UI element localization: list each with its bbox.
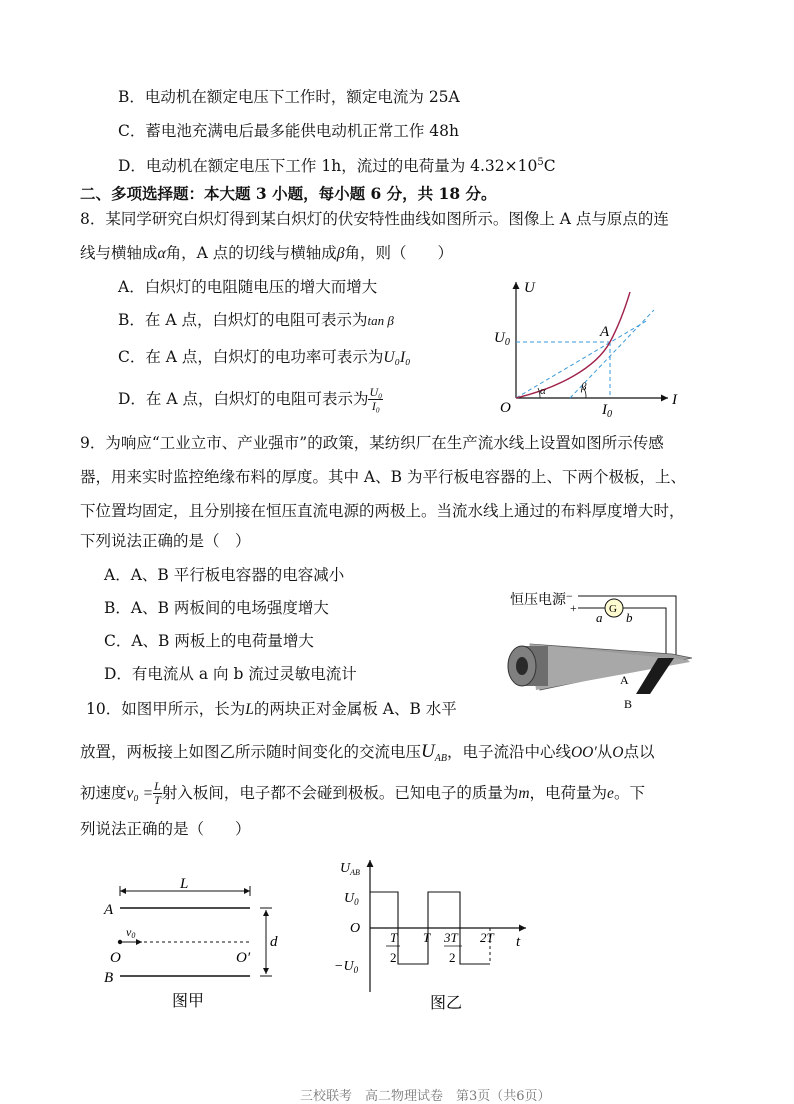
q8-iv-graph [488, 272, 688, 422]
terminal-b-label: b [626, 610, 633, 625]
tick-three-half-t-den: 2 [449, 950, 456, 965]
q9-option-c: C．A、B 两板上的电荷量增大 [104, 632, 314, 650]
q9-line2: 器，用来实时监控绝缘布料的厚度。其中 A、B 为平行板电容器的上、下两个极板，上、 [80, 468, 686, 486]
figure-b-caption: 图乙 [430, 995, 463, 1012]
length-label: L [180, 876, 189, 892]
electron-source [118, 940, 122, 944]
q9-line4: 下列说法正确的是（ ） [80, 532, 251, 550]
tick-t: T [423, 930, 431, 945]
tick-three-half-t-num: 3T [444, 930, 458, 945]
galvanometer-label: G [609, 603, 617, 615]
q10-line4: 列说法正确的是（ ） [80, 820, 251, 838]
origin-o-prime-label: O′ [236, 950, 251, 966]
q8-option-b: B．在 A 点，白炽灯的电阻可表示为tan β [118, 311, 394, 329]
velocity-label: v0 [126, 925, 136, 940]
q8-option-d: D．在 A 点，白炽灯的电阻可表示为 $\frac{\text{U₀}}{\text{I₀}}$ [118, 385, 383, 414]
q7-option-d: D．电动机在额定电压下工作 1h，流过的电荷量为 $4.32\times 10^5C$ [118, 157, 556, 176]
q9-option-a: A．A、B 平行板电容器的电容减小 [104, 566, 345, 584]
q10-line2: 放置，两板接上如图乙所示随时间变化的交流电压$U_{AB}$，电子流沿中心线OO′从O点以 [80, 741, 655, 765]
u0-label: $U_0$ [494, 330, 510, 348]
beta-label: β [581, 381, 587, 393]
t-axis-label: t [516, 934, 521, 950]
power-plus: + [570, 601, 577, 615]
u0-label: $U_0$ [344, 891, 359, 907]
power-minus: − [566, 589, 573, 603]
roll-core [516, 657, 528, 675]
q9-sensor-figure [500, 578, 700, 714]
plate-a-label: A [620, 673, 629, 687]
page-footer: 三校联考 高二物理试卷 第3页（共6页） [300, 1089, 551, 1104]
tick-half-t-den: 2 [390, 950, 397, 965]
i-axis-label: I [672, 392, 677, 408]
terminal-a-label: a [596, 610, 603, 625]
q9-option-d: D．有电流从 a 向 b 流过灵敏电流计 [104, 665, 357, 683]
point-a-label: A [600, 324, 610, 340]
neg-u0-label: $-U_0$ [334, 959, 359, 975]
q10-line3: 初速度v₀ = $\frac{L}{T}$ 射入板间，电子都不会碰到极板。已知电子的质量为m，电荷量为e。下 [80, 779, 645, 808]
q9-line3: 下位置均固定，且分别接在恒压直流电源的两极上。当流水线上通过的布料厚度增大时， [80, 502, 685, 520]
tick-half-t-num: T [390, 930, 398, 945]
origin-label: O [350, 921, 361, 936]
q10-figure-a [96, 866, 296, 1016]
iv-curve [516, 292, 630, 398]
q8-option-a: A．白炽灯的电阻随电压的增大而增大 [118, 278, 378, 296]
q10-figure-b [330, 852, 540, 1022]
power-source-label: 恒压电源 [510, 593, 566, 608]
i0-label: $I_0$ [602, 402, 612, 420]
gap-label: d [270, 934, 278, 950]
origin-label: O [500, 400, 511, 416]
q9-line1: 9．为响应“工业立市、产业强市”的政策，某纺织厂在生产流水线上设置如图所示传感 [80, 434, 664, 452]
section-title: 二、多项选择题：本大题 3 小题，每小题 6 分，共 18 分。 [80, 184, 497, 203]
q10-line1: 10．如图甲所示，长为L的两块正对金属板 A、B 水平 [86, 700, 457, 718]
u-axis-label: U [524, 280, 535, 296]
q7-option-c: C．蓄电池充满电后最多能供电动机正常工作 48h [118, 122, 459, 140]
figure-a-caption: 图甲 [172, 993, 205, 1010]
u-axis-label: $U_{AB}$ [340, 861, 360, 877]
plate-b-label: B [624, 697, 633, 711]
tick-two-t: 2T [480, 930, 494, 945]
q8-option-c: C．在 A 点，白炽灯的电功率可表示为U₀I₀ [118, 348, 411, 366]
plate-b-label: B [104, 970, 114, 986]
q9-option-b: B．A、B 两板间的电场强度增大 [104, 599, 329, 617]
q7-option-b: B．电动机在额定电压下工作时，额定电流为 25A [118, 88, 460, 106]
plate-a-label: A [104, 902, 114, 918]
alpha-label: α [540, 385, 546, 397]
q8-line2: 线与横轴成α角，A 点的切线与横轴成β角，则（ ） [80, 244, 454, 262]
origin-o-label: O [110, 950, 121, 966]
q8-line1: 8．某同学研究白炽灯得到某白炽灯的伏安特性曲线如图所示。图像上 A 点与原点的连 [80, 210, 669, 228]
